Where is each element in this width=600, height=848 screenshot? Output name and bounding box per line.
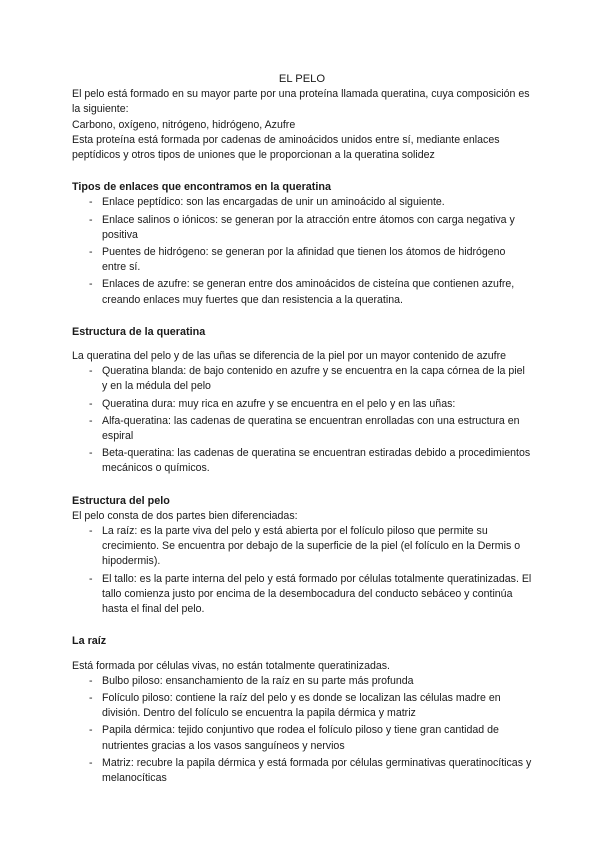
list-item-text: Bulbo piloso: ensanchamiento de la raíz en su parte más profunda xyxy=(102,674,414,687)
dash-bullet: - xyxy=(89,414,93,427)
dash-bullet: - xyxy=(89,691,93,704)
bullet-list xyxy=(72,364,532,476)
dash-bullet: - xyxy=(89,724,93,737)
section-paragraph: El pelo consta de dos partes bien diferenciadas: xyxy=(72,509,298,522)
section-paragraph: Está formada por células vivas, no están totalmente queratinizadas. xyxy=(72,659,390,672)
section-paragraph: La queratina del pelo y de las uñas se diferencia de la piel por un mayor contenido de azufre xyxy=(72,350,507,363)
document-title: EL PELO xyxy=(278,73,326,85)
list-item xyxy=(72,213,532,243)
list-item-text: Enlace salinos o iónicos: se generan por la atracción entre átomos con carga negativa y positiva xyxy=(102,213,515,241)
dash-bullet: - xyxy=(89,278,93,291)
list-item-text: Alfa-queratina: las cadenas de queratina se encuentran enrolladas con una estructura en espiral xyxy=(102,414,520,443)
intro-paragraph: Carbono, oxígeno, nitrógeno, hidrógeno, Azufre xyxy=(72,118,296,131)
dash-bullet: - xyxy=(89,246,93,259)
list-item-text: Papila dérmica: tejido conjuntivo que rodea el folículo piloso y tiene gran cantidad de nutrientes gracias a los vasos sanguíneos y nervios xyxy=(102,724,499,752)
dash-bullet: - xyxy=(89,756,93,769)
list-item-text: Enlace peptídico: son las encargadas de unir un aminoácido al siguiente. xyxy=(102,196,445,209)
bullet-list xyxy=(72,674,532,786)
list-item-text: La raíz: es la parte viva del pelo y está abierta por el folículo piloso que permite su crecimiento. Se encuentra por debajo de la superficie de la piel (el folículo en la Dermis o hipodermis). xyxy=(102,525,521,568)
list-item xyxy=(72,524,532,570)
dash-bullet: - xyxy=(89,572,93,585)
list-item xyxy=(72,446,532,476)
section-heading-estructura-queratina: Estructura de la queratina xyxy=(72,325,206,338)
section-heading-estructura-pelo: Estructura del pelo xyxy=(72,494,170,507)
list-item-text: Queratina blanda: de bajo contenido en azufre y se encuentra en la capa córnea de la piel y en la médula del pelo xyxy=(102,365,525,393)
list-item-text: Matriz: recubre la papila dérmica y está formada por células germinativas queratinocíticas y melanocíticas xyxy=(102,756,532,784)
intro-paragraph: Esta proteína está formada por cadenas de aminoácidos unidos entre sí, mediante enlaces peptídicos y otros tipos de uniones que le proporcionan a la queratina solidez xyxy=(72,133,500,162)
list-item xyxy=(72,414,532,444)
list-item xyxy=(72,674,532,689)
list-item xyxy=(72,277,532,307)
list-item-text: Beta-queratina: las cadenas de queratina se encuentran estiradas debido a procedimientos mecánicos o químicos. xyxy=(102,447,531,475)
list-item xyxy=(72,364,532,394)
list-item-text: Folículo piloso: contiene la raíz del pelo y es donde se localizan las células madre en división. Dentro del folículo se encuentra la papila dérmica y matriz xyxy=(102,691,501,720)
dash-bullet: - xyxy=(89,674,93,687)
list-item xyxy=(72,195,532,210)
document-content xyxy=(72,72,532,788)
list-item-text: Enlaces de azufre: se generan entre dos aminoácidos de cisteína que contienen azufre, creando enlaces muy fuertes que dan resistencia a la queratina. xyxy=(102,278,515,306)
bullet-list xyxy=(72,524,532,617)
dash-bullet: - xyxy=(89,196,93,209)
section-heading-raiz: La raíz xyxy=(72,635,107,648)
section-heading-enlaces: Tipos de enlaces que encontramos en la queratina xyxy=(72,181,332,194)
list-item xyxy=(72,397,532,412)
dash-bullet: - xyxy=(89,525,93,538)
intro-paragraph: El pelo está formado en su mayor parte por una proteína llamada queratina, cuya composición es la siguiente: xyxy=(72,88,530,116)
list-item xyxy=(72,245,532,275)
list-item-text: Queratina dura: muy rica en azufre y se encuentra en el pelo y en las uñas: xyxy=(102,397,456,410)
list-item xyxy=(72,691,532,721)
list-item xyxy=(72,572,532,618)
dash-bullet: - xyxy=(89,365,93,378)
dash-bullet: - xyxy=(89,213,93,226)
dash-bullet: - xyxy=(89,447,93,460)
list-item xyxy=(72,756,532,786)
list-item-text: El tallo: es la parte interna del pelo y está formado por células totalmente queratinizadas. El tallo comienza justo por encima de la desembocadura del conducto sebáceo y continúa hasta el final del pelo. xyxy=(102,572,532,616)
list-item-text: Puentes de hidrógeno: se generan por la afinidad que tienen los átomos de hidrógeno entre sí. xyxy=(102,246,506,274)
list-item xyxy=(72,723,532,753)
dash-bullet: - xyxy=(89,397,93,410)
bullet-list xyxy=(72,195,532,307)
